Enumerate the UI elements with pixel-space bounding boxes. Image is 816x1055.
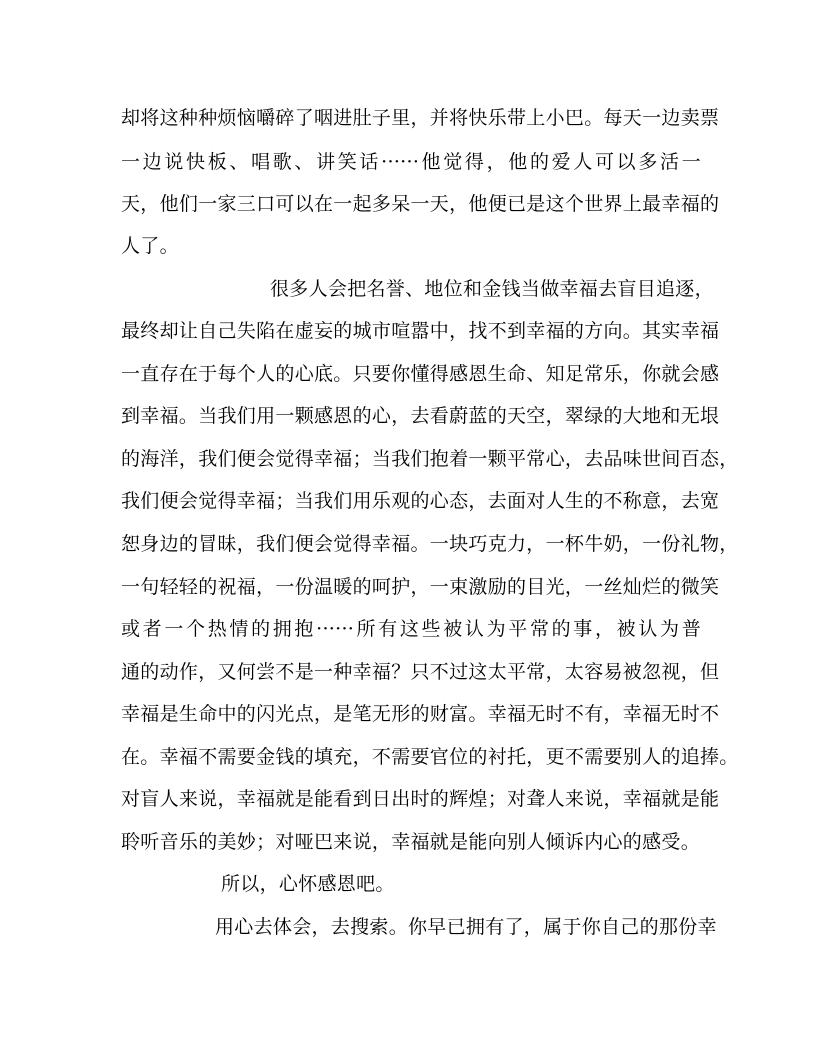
text-line-14: 通的动作，又何尝不是一种幸福？只不过这太平常，太容易被忽视，但 <box>121 661 720 683</box>
text-line-10: 我们便会觉得幸福；当我们用乐观的心态，去面对人生的不称意，去宽 <box>121 490 720 512</box>
text-line-1: 却将这种种烦恼嚼碎了咽进肚子里，并将快乐带上小巴。每天一边卖票 <box>121 107 720 129</box>
text-line-8: 到幸福。当我们用一颗感恩的心，去看蔚蓝的天空，翠绿的大地和无垠 <box>121 405 720 427</box>
text-line-3: 天，他们一家三口可以在一起多呆一天，他便已是这个世界上最幸福的 <box>121 193 720 215</box>
text-line-2: 一边说快板、唱歌、讲笑话······他觉得，他的爱人可以多活一 <box>121 151 701 173</box>
text-line-11: 恕身边的冒昧，我们便会觉得幸福。一块巧克力，一杯牛奶，一份礼物， <box>121 533 739 555</box>
text-line-9: 的海洋，我们便会觉得幸福；当我们抱着一颗平常心，去品味世间百态， <box>121 448 739 470</box>
text-line-20: 用心去体会，去搜索。你早已拥有了，属于你自己的那份幸 <box>215 916 717 938</box>
text-line-5: 很多人会把名誉、地位和金钱当做幸福去盲目追逐， <box>270 278 714 300</box>
text-line-7: 一直存在于每个人的心底。只要你懂得感恩生命、知足常乐，你就会感 <box>121 363 720 385</box>
text-line-6: 最终却让自己失陷在虚妄的城市喧嚣中，找不到幸福的方向。其实幸福 <box>121 320 720 342</box>
text-line-15: 幸福是生命中的闪光点，是笔无形的财富。幸福无时不有，幸福无时不 <box>121 703 720 725</box>
text-line-16: 在。幸福不需要金钱的填充，不需要官位的衬托，更不需要别人的追捧。 <box>121 746 739 768</box>
text-line-17: 对盲人来说，幸福就是能看到日出时的辉煌；对聋人来说，幸福就是能 <box>121 788 720 810</box>
text-line-19: 所以，心怀感恩吧。 <box>221 873 395 895</box>
text-line-12: 一句轻轻的祝福，一份温暖的呵护，一束激励的目光，一丝灿烂的微笑 <box>121 576 720 598</box>
text-line-13: 或者一个热情的拥抱······所有这些被认为平常的事，被认为普 <box>121 618 701 640</box>
text-line-18: 聆听音乐的美妙；对哑巴来说，幸福就是能向别人倾诉内心的感受。 <box>121 831 701 853</box>
text-line-4: 人了。 <box>121 235 179 257</box>
